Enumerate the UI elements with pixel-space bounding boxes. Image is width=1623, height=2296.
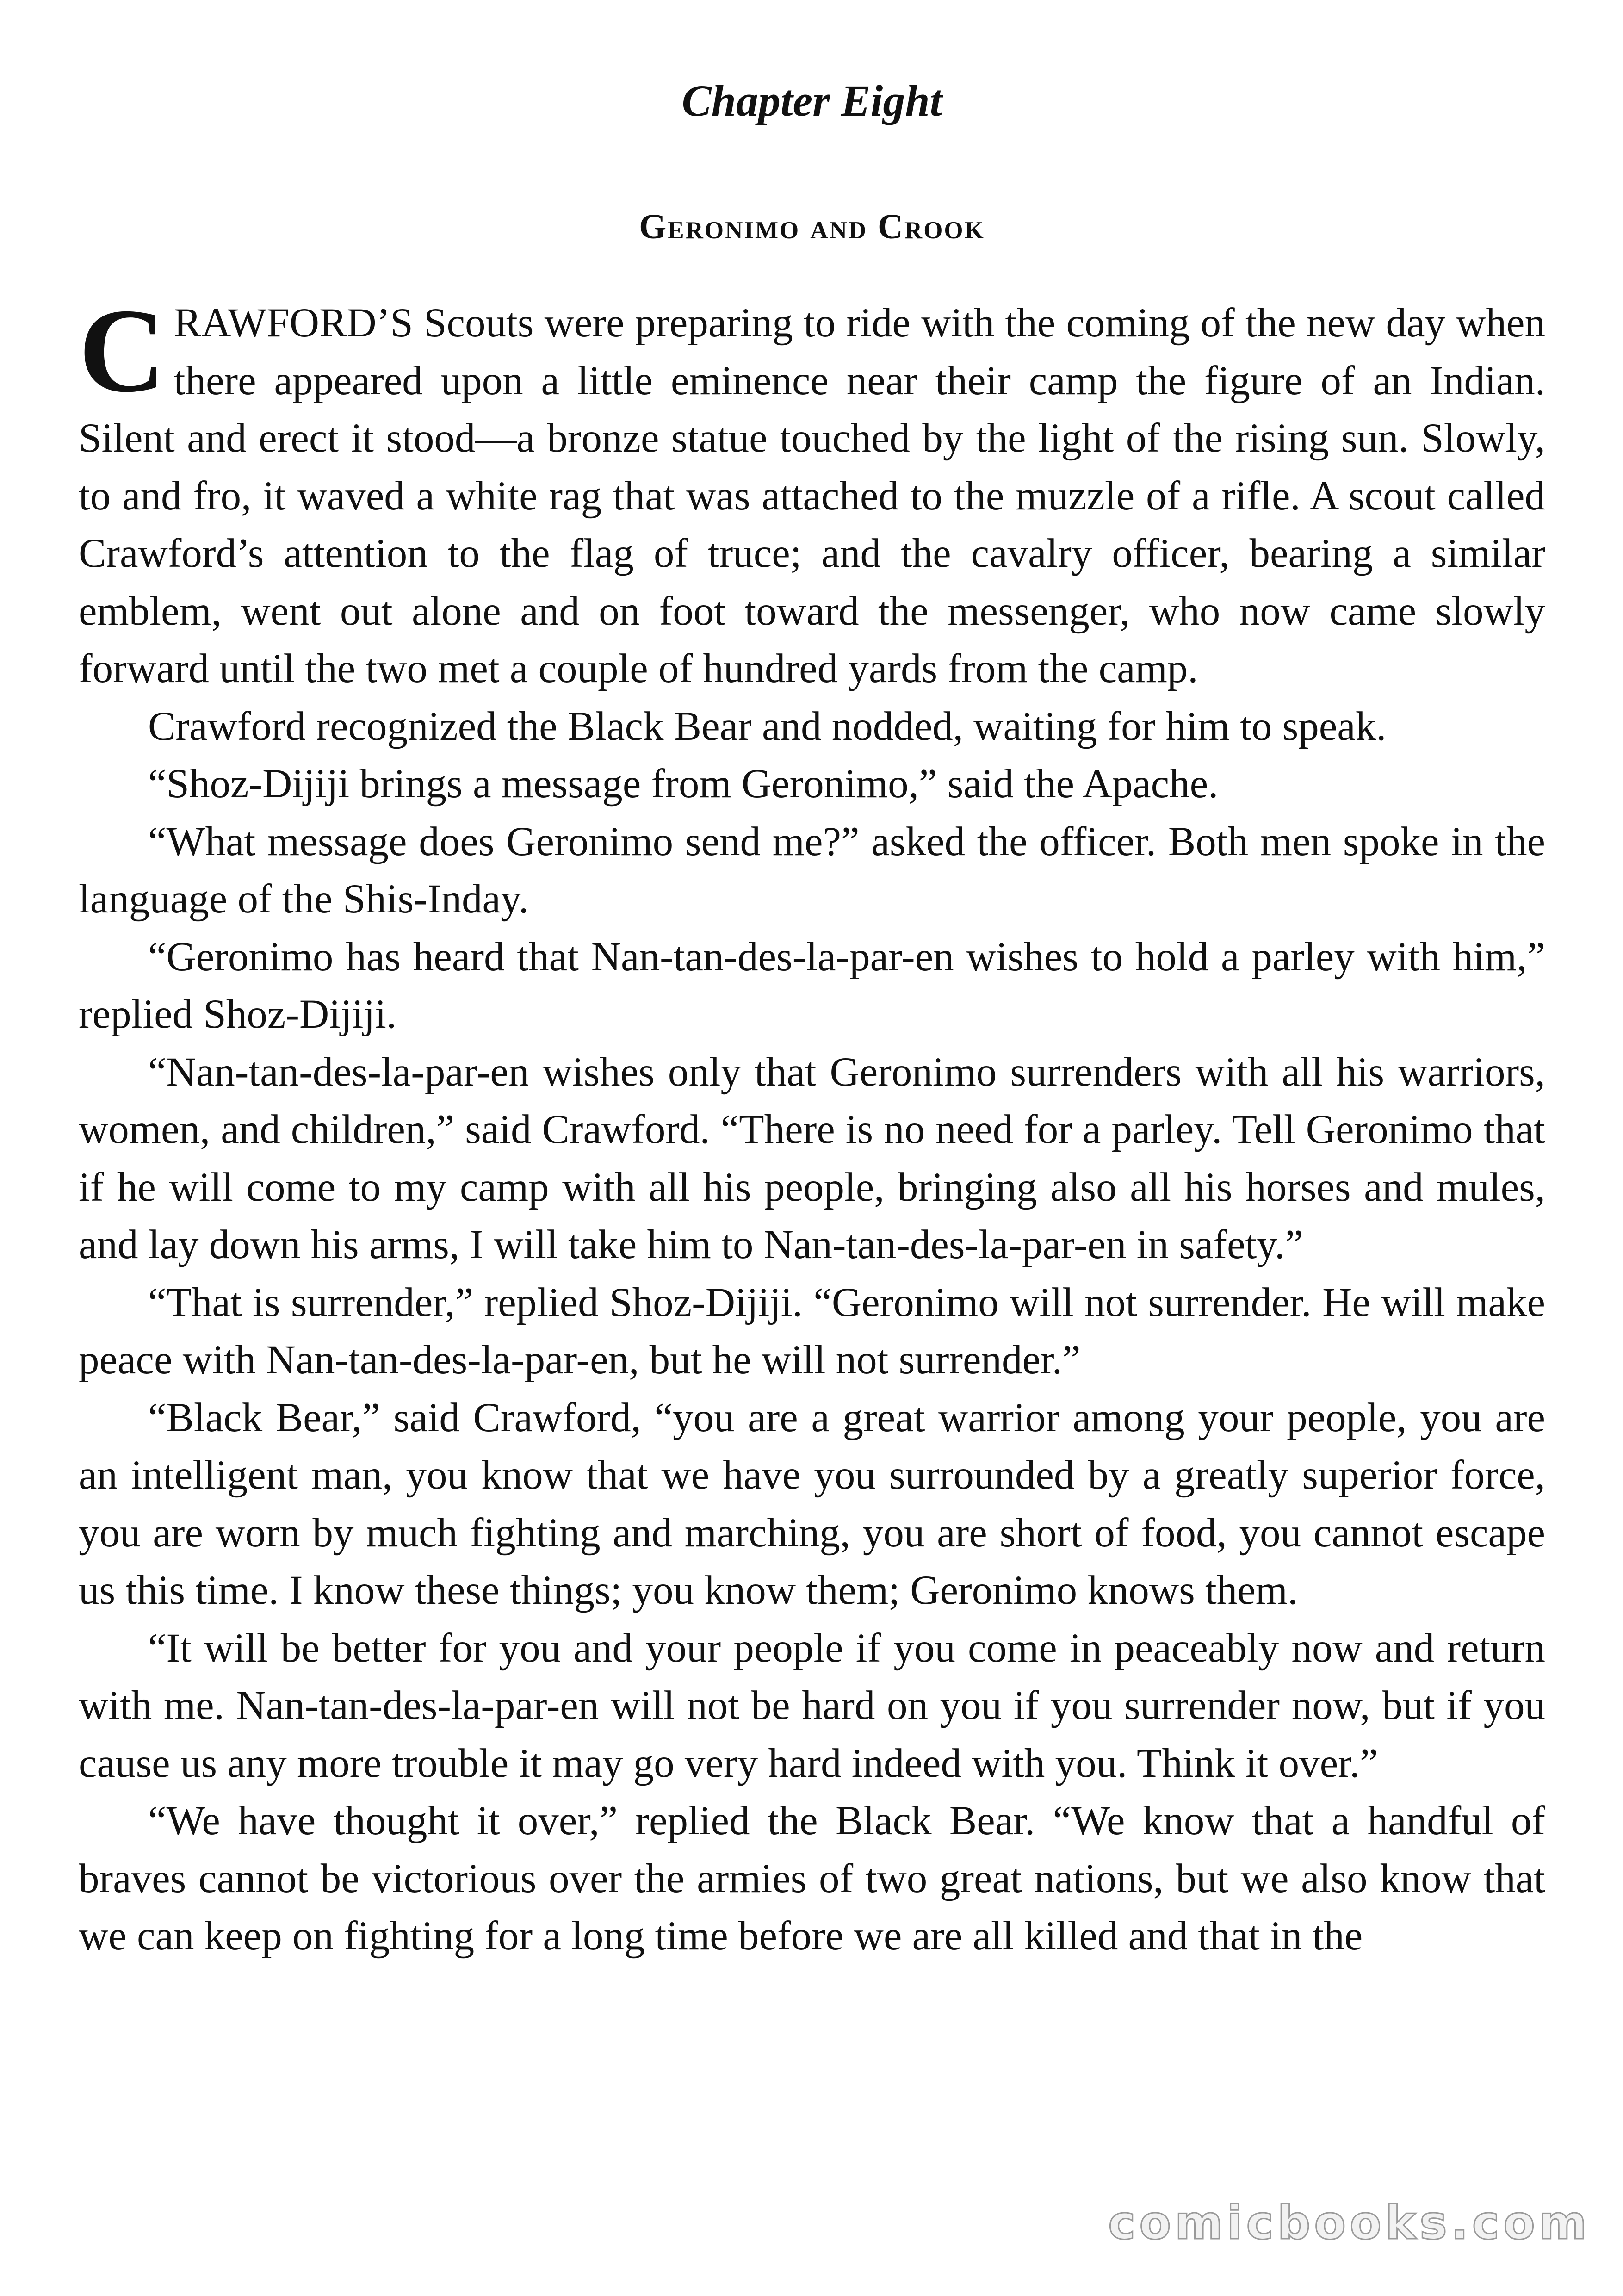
book-page [79, 69, 1545, 1965]
paragraph: “Geronimo has heard that Nan-tan-des-la-par-en wishes to hold a parley with him,” replied Shoz-Dijiji. [79, 934, 1545, 1037]
paragraph: “Black Bear,” said Crawford, “you are a great warrior among your people, you are an intelligent man, you know that we have you surrounded by a greatly superior force, you are worn by much fighting and marching, you are short of food, you cannot escape us this time. I know these things; you know them; Geronimo knows them. [79, 1395, 1545, 1613]
watermark: comicbooks.com [1108, 2196, 1591, 2250]
paragraph: “We have thought it over,” replied the Black Bear. “We know that a handful of braves cannot be victorious over the armies of two great nations, but we also know that we can keep on fighting for a long time before we are all killed and that in the [79, 1798, 1545, 1959]
paragraph: “That is surrender,” replied Shoz-Dijiji. “Geronimo will not surrender. He will make peace with Nan-tan-des-la-par-en, but he will not surrender.” [79, 1279, 1545, 1383]
paragraph: “Nan-tan-des-la-par-en wishes only that Geronimo surrenders with all his warriors, women, and children,” said Crawford. “There is no need for a parley. Tell Geronimo that if he will come to my camp with all his people, bringing also all his horses and mules, and lay down his arms, I will take him to Nan-tan-des-la-par-en in safety.” [79, 1049, 1545, 1268]
drop-cap: C [79, 284, 166, 418]
paragraph-text: RAWFORD’S Scouts were preparing to ride with the coming of the new day when there appeared upon a little eminence near their camp the figure of an Indian. Silent and erect it stood—a bronze statue touched by the light of the rising sun. Slowly, to and fro, it waved a white rag that was attached to the muzzle of a rifle. A scout called Crawford’s attention to the flag of truce; and the cavalry officer, bearing a similar emblem, went out alone and on foot toward the messenger, who now came slowly forward until the two met a couple of hundred yards from the camp. [79, 300, 1545, 692]
chapter-title: Chapter Eight [681, 76, 942, 125]
paragraph: “What message does Geronimo send me?” asked the officer. Both men spoke in the language of the Shis-Inday. [79, 819, 1545, 922]
chapter-subtitle: Geronimo and Crook [639, 207, 985, 247]
paragraph: Crawford recognized the Black Bear and nodded, waiting for him to speak. [148, 703, 1387, 749]
paragraph: “Shoz-Dijiji brings a message from Geronimo,” said the Apache. [148, 761, 1219, 807]
paragraph: “It will be better for you and your people if you come in peaceably now and return with me. Nan-tan-des-la-par-en will not be hard on you if you surrender now, but if you cause us any more trouble it may go very hard indeed with you. Think it over.” [79, 1625, 1545, 1786]
chapter-body [79, 284, 1545, 1965]
paragraph [79, 284, 1545, 698]
